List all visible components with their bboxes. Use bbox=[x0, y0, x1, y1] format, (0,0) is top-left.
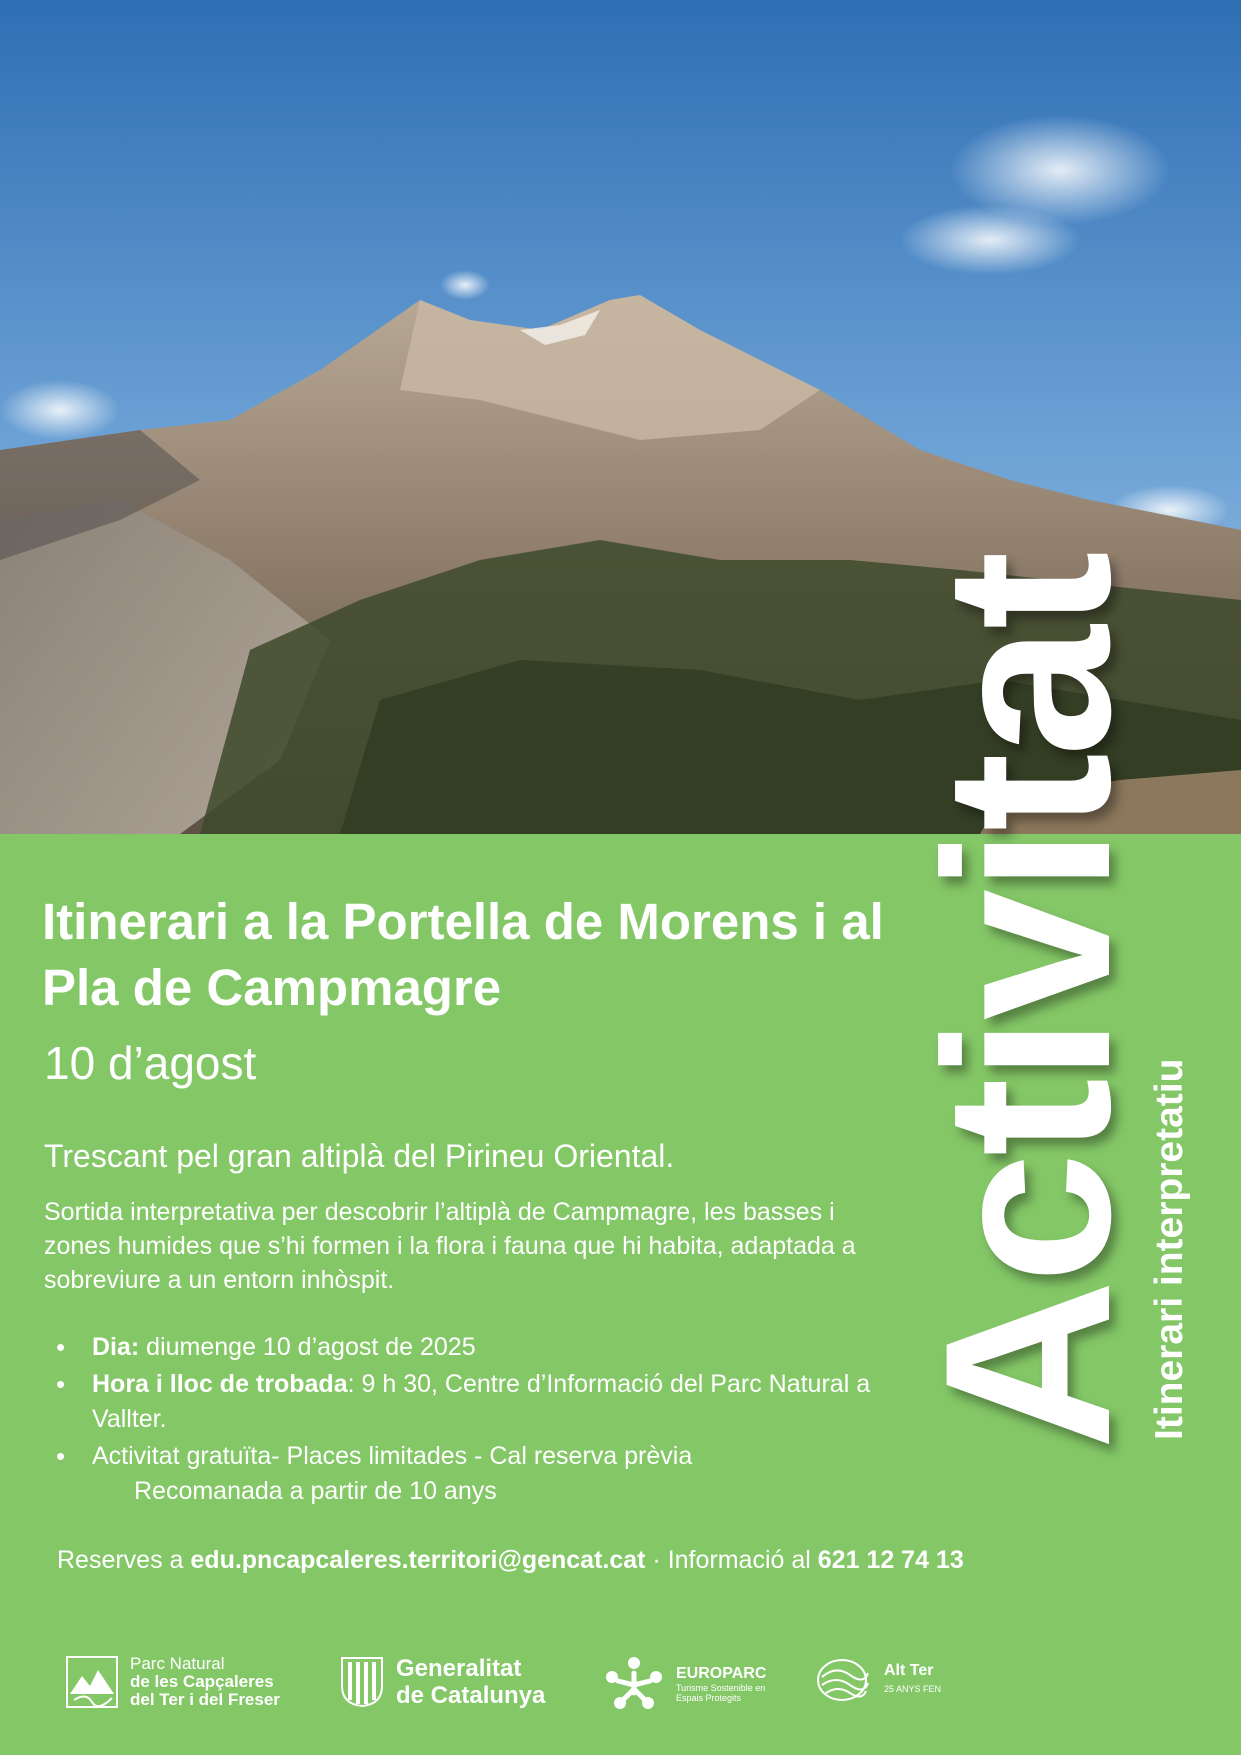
detail-conditions-text: Activitat gratuïta- Places limitades - Cal reserva prèvia bbox=[92, 1442, 693, 1470]
contact-phone[interactable]: 621 12 74 13 bbox=[817, 1546, 964, 1574]
detail-day bbox=[44, 1330, 904, 1365]
generalitat-logo bbox=[340, 1655, 545, 1709]
contact-email-link[interactable]: edu.pncapcaleres.territori@gencat.cat bbox=[190, 1546, 646, 1574]
gen-line2: de Catalunya bbox=[396, 1682, 546, 1709]
event-date: 10 d’agost bbox=[44, 1037, 257, 1089]
detail-meeting-label: Hora i lloc de trobada bbox=[92, 1370, 348, 1398]
gen-line1: Generalitat bbox=[396, 1655, 522, 1682]
alter-name: Alt Ter bbox=[884, 1662, 934, 1679]
europarc-name: EUROPARC bbox=[676, 1665, 767, 1682]
detail-day-value: diumenge 10 d’agost de 2025 bbox=[139, 1333, 476, 1361]
park-line1: Parc Natural bbox=[130, 1654, 225, 1673]
activitat-vertical-title: Activitat bbox=[896, 554, 1160, 1450]
contact-middle: · Informació al bbox=[645, 1546, 818, 1574]
event-description: Sortida interpretativa per descobrir l’altiplà de Campmagre, les basses i zones humides que s’hi formen i la flora i fauna que hi habita, adaptada a sobreviure a un entorn inhòspit. bbox=[44, 1198, 856, 1294]
europarc-figures-icon bbox=[604, 1655, 664, 1713]
senyera-shield-icon bbox=[340, 1656, 384, 1708]
park-mountain-icon bbox=[66, 1656, 118, 1708]
itinerari-vertical-subtitle: Itinerari interpretatiu bbox=[1148, 1058, 1191, 1440]
event-details-list bbox=[44, 1330, 904, 1511]
alter-swirl-icon bbox=[816, 1655, 872, 1705]
europarc-tag1: Turisme Sostenible en bbox=[676, 1683, 766, 1693]
contact-line bbox=[57, 1546, 964, 1575]
alter-sub: 25 ANYS FEN bbox=[884, 1684, 942, 1694]
event-lead: Trescant pel gran altiplà del Pirineu Oriental. bbox=[44, 1138, 675, 1174]
park-line2: de les Capçaleres bbox=[130, 1672, 274, 1691]
detail-age-text: Recomanada a partir de 10 anys bbox=[134, 1477, 497, 1505]
detail-meeting-value: : 9 h 30, Centre d’Informació del Parc Natural a Vallter. bbox=[92, 1370, 871, 1433]
detail-meeting bbox=[44, 1367, 904, 1437]
park-line3: del Ter i del Freser bbox=[130, 1690, 280, 1709]
detail-day-label: Dia: bbox=[92, 1333, 140, 1361]
detail-conditions bbox=[44, 1439, 904, 1509]
event-title: Itinerari a la Portella de Morens i al Pla de Campmagre bbox=[42, 893, 884, 1016]
alter-logo bbox=[816, 1655, 941, 1705]
europarc-tag2: Espais Protegits bbox=[676, 1693, 742, 1703]
park-logo bbox=[66, 1655, 280, 1709]
contact-prefix: Reserves a bbox=[57, 1546, 191, 1574]
europarc-logo bbox=[604, 1655, 766, 1713]
